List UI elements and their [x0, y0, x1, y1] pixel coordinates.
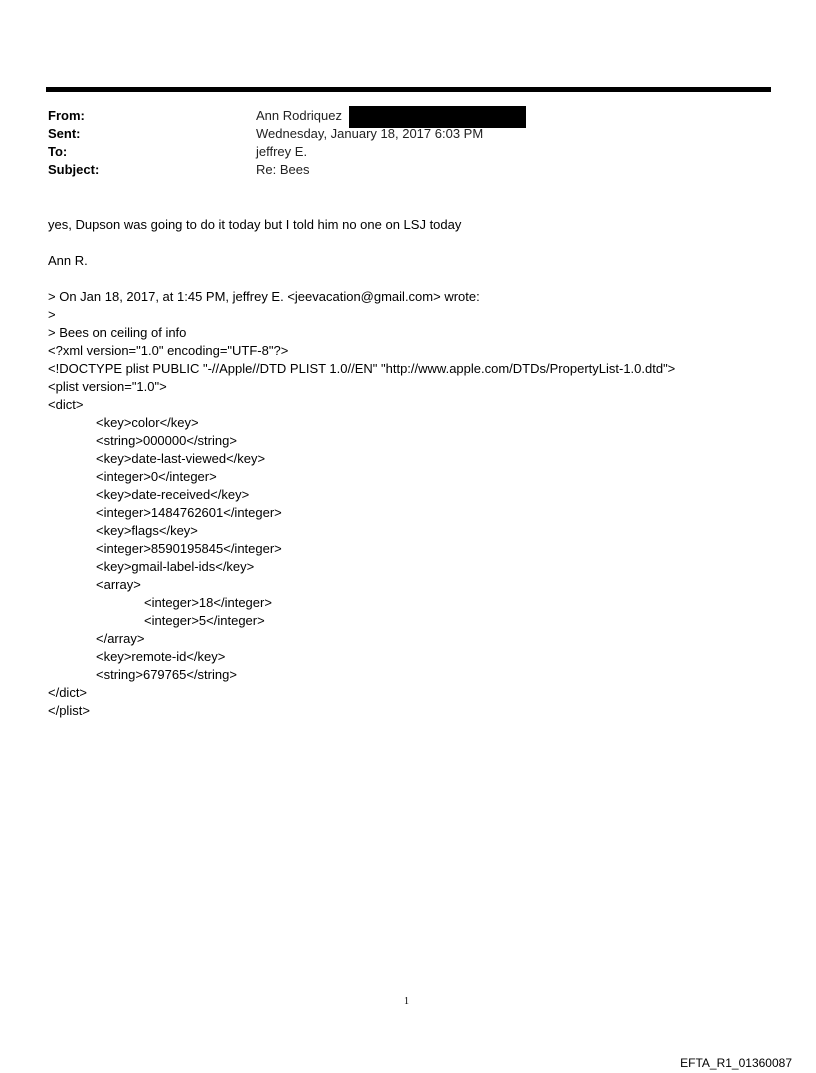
page-number: 1	[404, 996, 409, 1007]
quote-line: >	[48, 307, 56, 322]
subject-value: Re: Bees	[256, 162, 310, 177]
quote-line: > Bees on ceiling of info	[48, 325, 187, 340]
plist-array-item: <integer>18</integer>	[144, 595, 272, 610]
to-label: To:	[48, 144, 68, 159]
plist-line: <key>flags</key>	[96, 523, 198, 538]
subject-label: Subject:	[48, 162, 100, 177]
from-label: From:	[48, 108, 85, 123]
plist-line: <string>000000</string>	[96, 433, 237, 448]
plist-line: <integer>0</integer>	[96, 469, 217, 484]
plist-line: <integer>1484762601</integer>	[96, 505, 282, 520]
from-value: Ann Rodriquez	[256, 108, 342, 123]
quote-line: > On Jan 18, 2017, at 1:45 PM, jeffrey E. <jeevacation@gmail.com> wrote:	[48, 289, 480, 304]
plist-close: </plist>	[48, 703, 90, 718]
plist-line: <string>679765</string>	[96, 667, 237, 682]
plist-line: <key>date-last-viewed</key>	[96, 451, 266, 466]
plist-line: <key>color</key>	[96, 415, 199, 430]
xml-declaration: <?xml version="1.0" encoding="UTF-8"?>	[48, 343, 289, 358]
dict-open: <dict>	[48, 397, 84, 412]
signature: Ann R.	[48, 253, 88, 268]
message-text: yes, Dupson was going to do it today but I told him no one on LSJ today	[48, 217, 462, 232]
plist-line: <key>date-received</key>	[96, 487, 250, 502]
dict-close: </dict>	[48, 685, 88, 700]
plist-line: <integer>8590195845</integer>	[96, 541, 282, 556]
sent-label: Sent:	[48, 126, 81, 141]
header-rule	[46, 87, 771, 92]
to-row	[48, 143, 748, 161]
bates-number: EFTA_R1_01360087	[680, 1056, 792, 1070]
plist-line: <key>gmail-label-ids</key>	[96, 559, 255, 574]
doctype-line: <!DOCTYPE plist PUBLIC "-//Apple//DTD PLIST 1.0//EN" "http://www.apple.com/DTDs/PropertyList-1.0.dtd">	[48, 361, 676, 376]
sent-value: Wednesday, January 18, 2017 6:03 PM	[256, 126, 484, 141]
plist-array-item: <integer>5</integer>	[144, 613, 265, 628]
plist-line: <key>remote-id</key>	[96, 649, 226, 664]
plist-line: <array>	[96, 577, 141, 592]
to-value: jeffrey E.	[256, 144, 308, 159]
sent-row	[48, 125, 748, 143]
subject-row	[48, 161, 748, 179]
plist-line: </array>	[96, 631, 145, 646]
plist-open: <plist version="1.0">	[48, 379, 167, 394]
